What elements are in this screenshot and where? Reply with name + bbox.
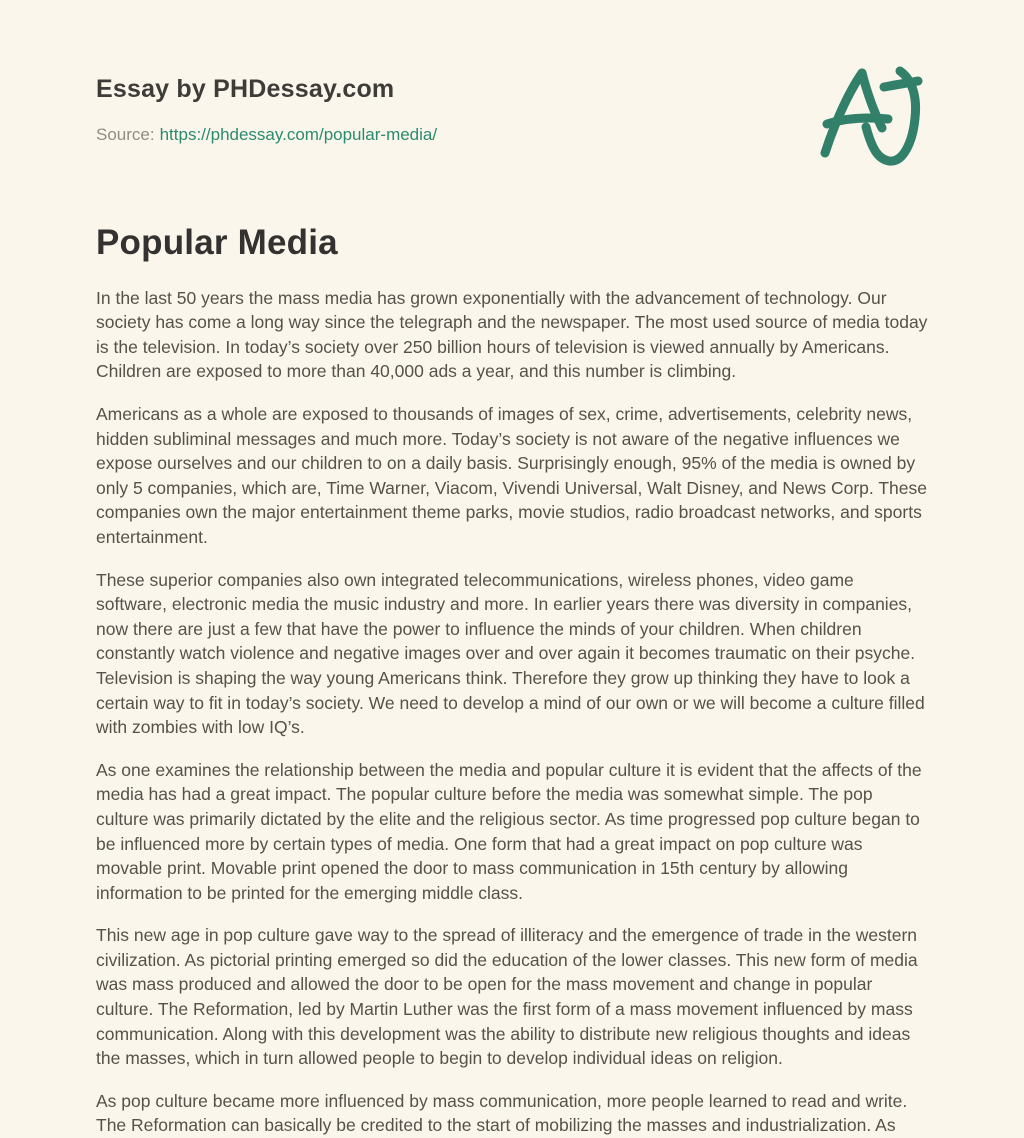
essay-paragraph: This new age in pop culture gave way to the spread of illiteracy and the emergence of trade in the western civilization. As pictorial printing emerged so did the education of the lower classes. This new form of media was mass produced and allowed the door to be open for the mass movement and change in popular culture. The Reformation, led by Martin Luther was the first form of a mass movement influenced by mass communication. Along with this development was the ability to distribute new religious thoughts and ideas the masses, which in turn allowed people to begin to develop individual ideas on religion. bbox=[96, 925, 918, 1069]
source-line bbox=[96, 125, 928, 145]
source-label: Source: bbox=[96, 124, 155, 144]
page-header bbox=[96, 76, 928, 145]
essay-paragraph: As pop culture became more influenced by mass communication, more people learned to read and write. The Reformation can basically be credited to the start of mobilizing the masses and industrialization. As bbox=[96, 1090, 908, 1136]
aplus-logo-svg bbox=[818, 64, 940, 168]
logo-a-left-leg bbox=[825, 73, 862, 153]
essay-paragraph: Americans as a whole are exposed to thousands of images of sex, crime, advertisements, celebrity news, hidden subliminal messages and much more. Today’s society is not aware of the negative influences we expose ourselves and our children to on a daily basis. Surprisingly enough, 95% of the media is owned by only 5 companies, which are, Time Warner, Viacom, Vivendi Universal, Walt Disney, and News Corp. These companies own the major entertainment theme parks, movie studios, radio broadcast networks, and sports entertainment. bbox=[96, 404, 927, 547]
essay-paragraph: In the last 50 years the mass media has grown exponentially with the advancement of technology. Our society has come a long way since the telegraph and the newspaper. The most used source of media today is the television. In today’s society over 250 billion hours of television is viewed annually by Americans. Children are exposed to more than 40,000 ads a year, and this number is climbing. bbox=[96, 287, 928, 382]
provider-title: Essay by PHDessay.com bbox=[96, 75, 395, 103]
essay-paragraph: These superior companies also own integrated telecommunications, wireless phones, video game software, electronic media the music industry and more. In earlier years there was diversity in companies, now there are just a few that have the power to influence the minds of your children. When children constantly watch violence and negative images over and over again it becomes traumatic on their psyche. Television is shaping the way young Americans think. Therefore they grow up thinking they have to look a certain way to fit in today’s society. We need to develop a mind of our own or we will become a culture filled with zombies with low IQ’s. bbox=[96, 569, 925, 738]
aplus-logo-icon bbox=[818, 64, 940, 168]
essay-title: Popular Media bbox=[96, 222, 338, 262]
essay-body bbox=[96, 222, 928, 1138]
logo-plus-bar bbox=[884, 81, 918, 87]
essay-paragraph: As one examines the relationship between the media and popular culture it is evident that the affects of the media has had a great impact. The popular culture before the media was somewhat simple. The pop culture was primarily dictated by the elite and the religious sector. As time progressed pop culture began to be influenced more by certain types of media. One form that had a great impact on pop culture was movable print. Movable print opened the door to mass communication in 15th century by allowing information to be printed for the emerging middle class. bbox=[96, 759, 922, 903]
source-link[interactable]: https://phdessay.com/popular-media/ bbox=[159, 124, 438, 144]
